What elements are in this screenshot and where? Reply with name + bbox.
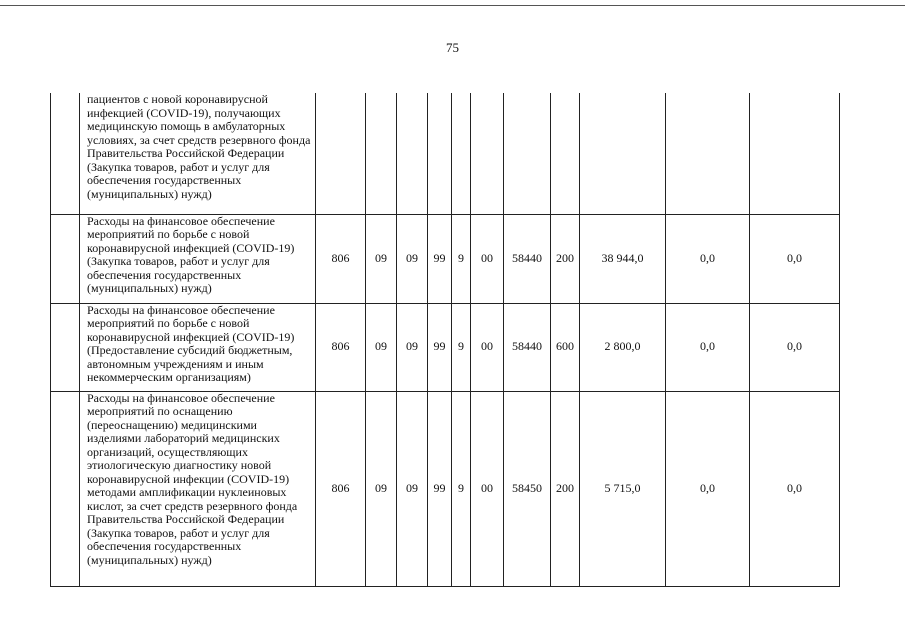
table-row <box>51 214 840 303</box>
description-cell: Расходы на финансовое обеспечение мероприятий по оснащению (переоснащению) медицинскими изделиями лабораторий медицинских организаций, осуществляющих этиологическую диагностику новой коронавирусной инфекции (COVID-19) методами амплификации нуклеиновых кислот, за счет средств резервного фонда Правительства Российской Федерации (Закупка товаров, работ и услуг для обеспечения государственных (муниципальных) нужд) <box>80 391 316 586</box>
budget-table <box>50 93 840 587</box>
table-body <box>51 93 840 586</box>
program-cell: 99 <box>428 214 452 303</box>
amount-2-cell: 0,0 <box>666 214 750 303</box>
section-cell: 09 <box>366 391 397 586</box>
main-event-cell <box>471 93 504 214</box>
top-rule <box>0 5 905 6</box>
section-cell: 09 <box>366 214 397 303</box>
row-number-cell <box>51 391 80 586</box>
direction-cell: 58440 <box>504 214 551 303</box>
section-cell: 09 <box>366 303 397 391</box>
ministry-cell: 806 <box>316 391 366 586</box>
table-row <box>51 391 840 586</box>
subsection-cell <box>397 93 428 214</box>
row-number-cell <box>51 303 80 391</box>
ministry-cell: 806 <box>316 214 366 303</box>
amount-2-cell: 0,0 <box>666 303 750 391</box>
program-cell: 99 <box>428 303 452 391</box>
amount-1-cell: 38 944,0 <box>580 214 666 303</box>
main-event-cell: 00 <box>471 214 504 303</box>
ministry-cell <box>316 93 366 214</box>
row-number-cell <box>51 214 80 303</box>
amount-3-cell: 0,0 <box>750 391 840 586</box>
amount-3-cell: 0,0 <box>750 214 840 303</box>
row-number-cell <box>51 93 80 214</box>
main-event-cell: 00 <box>471 391 504 586</box>
direction-cell <box>504 93 551 214</box>
program-cell <box>428 93 452 214</box>
amount-1-cell: 2 800,0 <box>580 303 666 391</box>
amount-3-cell: 0,0 <box>750 303 840 391</box>
direction-cell: 58440 <box>504 303 551 391</box>
description-cell: Расходы на финансовое обеспечение мероприятий по борьбе с новой коронавирусной инфекцией (COVID-19) (Закупка товаров, работ и услуг для обеспечения государственных (муниципальных) нужд) <box>80 214 316 303</box>
ministry-cell: 806 <box>316 303 366 391</box>
main-event-cell: 00 <box>471 303 504 391</box>
expense-type-cell: 200 <box>551 391 580 586</box>
amount-3-cell <box>750 93 840 214</box>
expense-type-cell: 600 <box>551 303 580 391</box>
subprogram-cell: 9 <box>452 214 471 303</box>
amount-1-cell <box>580 93 666 214</box>
description-cell: пациентов с новой коронавирусной инфекцией (COVID-19), получающих медицинскую помощь в амбулаторных условиях, за счет средств резервного фонда Правительства Российской Федерации (Закупка товаров, работ и услуг для обеспечения государственных (муниципальных) нужд) <box>80 93 316 214</box>
subprogram-cell <box>452 93 471 214</box>
table-row <box>51 93 840 214</box>
amount-2-cell: 0,0 <box>666 391 750 586</box>
subprogram-cell: 9 <box>452 391 471 586</box>
table-row <box>51 303 840 391</box>
section-cell <box>366 93 397 214</box>
program-cell: 99 <box>428 391 452 586</box>
page-number: 75 <box>446 40 459 55</box>
subsection-cell: 09 <box>397 303 428 391</box>
amount-1-cell: 5 715,0 <box>580 391 666 586</box>
description-cell: Расходы на финансовое обеспечение мероприятий по борьбе с новой коронавирусной инфекцией (COVID-19) (Предоставление субсидий бюджетным, автономным учреждениям и иным некоммерческим организациям) <box>80 303 316 391</box>
subsection-cell: 09 <box>397 391 428 586</box>
expense-type-cell: 200 <box>551 214 580 303</box>
expense-type-cell <box>551 93 580 214</box>
subsection-cell: 09 <box>397 214 428 303</box>
direction-cell: 58450 <box>504 391 551 586</box>
subprogram-cell: 9 <box>452 303 471 391</box>
amount-2-cell <box>666 93 750 214</box>
